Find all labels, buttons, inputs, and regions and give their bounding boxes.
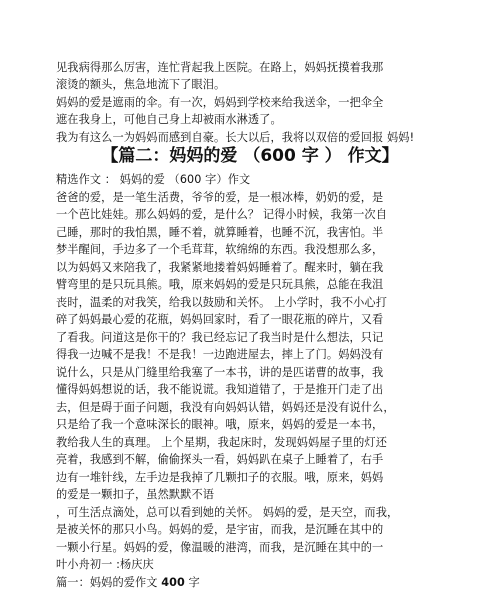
intro-line: 妈妈的爱是遮雨的伞。有一次，妈妈到学校来给我送伞，一把伞全 — [56, 96, 384, 109]
body-line: 碎了妈妈最心爱的花瓶，妈妈回家时，看了一眼花瓶的碎片，又看 — [56, 313, 384, 326]
body-line: 得我一边喊不是我！不是我！一边跑进屋去，摔上了门。妈妈没有 — [56, 348, 384, 361]
essay-header: 精选作文 ： 妈妈的爱 （600 字）作文 — [56, 173, 251, 186]
body-line: 一颗小行星。妈妈的爱，像温暖的港湾，而我，是沉睡在其中的一 — [56, 541, 384, 554]
body-line: 丧时，温柔的对我笑，给我以鼓励和关怀。 上小学时，我不小心打 — [56, 296, 387, 309]
body-line: 叶小舟初一 :杨庆庆 — [56, 558, 154, 571]
intro-line: 我为有这么一为妈妈而感到自豪。长大以后，我将以双倍的爱回报 妈妈! — [56, 131, 415, 144]
footer-prefix: 篇一：妈妈的爱作文 — [56, 576, 162, 589]
body-line: ，可生活点滴处，总可以看到她的关怀。 妈妈的爱，是天空，而我， — [56, 506, 399, 519]
intro-line: 滚烫的额头，焦急地流下了眼泪。 — [56, 78, 226, 91]
body-line: 了看我。问道这是你干的？我已经忘记了我当时是什么想法，只记 — [56, 331, 384, 344]
intro-line: 见我病得那么厉害，连忙背起我上医院。在路上，妈妈抚摸着我那 — [56, 61, 384, 74]
body-line: 爸爸的爱，是一笔生活费，爷爷的爱，是一根冰棒，奶奶的爱，是 — [56, 191, 384, 204]
footer-suffix: 字 — [184, 576, 200, 589]
body-line: 是被关怀的那只小鸟。妈妈的爱，是宇宙，而我，是沉睡在其中的 — [56, 523, 384, 536]
section-title: 【篇二：妈妈的爱 （600 字 ） 作文】 — [101, 146, 399, 166]
body-line: 说什么，只是从门缝里给我塞了一本书，讲的是匹诺曹的故事，我 — [56, 366, 384, 379]
body-line: 亮着，我感到不解，偷偷探头一看，妈妈趴在桌子上睡着了，右手 — [56, 453, 384, 466]
body-line: 己睡，那时的我怕黑，睡不着，就算睡着，也睡不沉，我害怕。半 — [56, 226, 384, 239]
footer-line — [56, 576, 200, 590]
body-line: 以为妈妈又来陪我了，我紧紧地搂着妈妈睡着了。醒来时，躺在我 — [56, 261, 384, 274]
footer-count: 400 — [161, 576, 185, 589]
body-line: 边有一堆针线，左手边是我掉了几颗扣子的衣服。哦，原来，妈妈 — [56, 471, 384, 484]
body-line: 一个芭比娃娃。那么妈妈的爱，是什么？ 记得小时候，我第一次自 — [56, 208, 387, 221]
body-line: 的爱是一颗扣子，虽然默默不语 — [56, 488, 215, 501]
body-line: 臂弯里的是只玩具熊。哦，原来妈妈的爱是只玩具熊，总能在我沮 — [56, 278, 384, 291]
body-line: 去，但是碍于面子问题，我没有向妈妈认错，妈妈还是没有说什么， — [56, 401, 395, 414]
body-line: 教给我人生的真理。 上个星期，我起床时，发现妈妈屋子里的灯还 — [56, 436, 387, 449]
intro-line: 遮在我身上，可他自己身上却被雨水淋透了。 — [56, 113, 282, 126]
body-line: 梦半醒间，手边多了一个毛茸茸，软绵绵的东西。我没想那么多， — [56, 243, 384, 256]
body-line: 懂得妈妈想说的话，我不能说谎。我知道错了，于是推开门走了出 — [56, 383, 384, 396]
body-line: 只是给了我一个意味深长的眼神。哦，原来，妈妈的爱是一本书， — [56, 418, 384, 431]
